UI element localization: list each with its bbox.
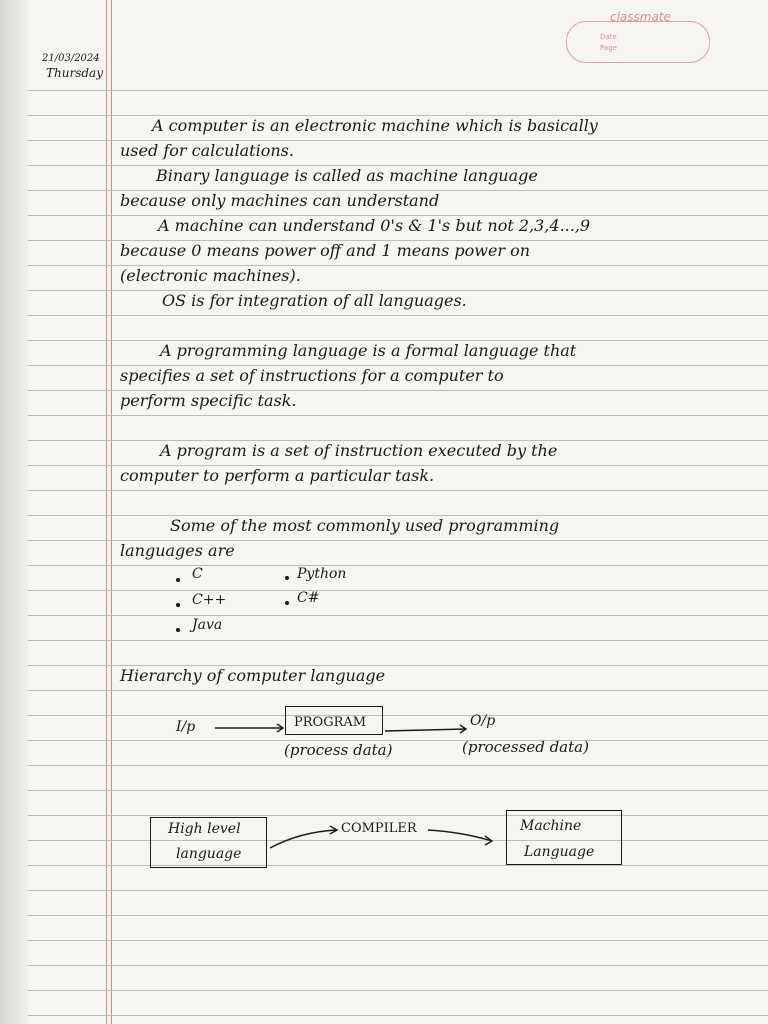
- page-label: Page: [600, 44, 617, 52]
- text-line-1: A computer is an electronic machine which is basically: [152, 116, 598, 135]
- text-line-11: perform specific task.: [120, 391, 297, 410]
- text-line-12: A program is a set of instruction executed by the: [160, 441, 558, 460]
- date-label: Date: [600, 33, 617, 41]
- high-level-label: High level: [168, 821, 241, 837]
- text-line-13: computer to perform a particular task.: [120, 466, 435, 485]
- text-line-3: Binary language is called as machine language: [156, 166, 538, 185]
- output-label: O/p: [470, 713, 496, 729]
- compiler-label: COMPILER: [341, 821, 417, 836]
- program-label: PROGRAM: [294, 715, 367, 730]
- language-item: C#: [297, 590, 320, 606]
- text-line-7: (electronic machines).: [120, 266, 301, 285]
- machine-label-2: Language: [524, 844, 595, 860]
- language-item: C: [192, 566, 203, 582]
- text-line-5: A machine can understand 0's & 1's but not 2,3,4...,9: [158, 216, 591, 235]
- machine-label: Machine: [520, 818, 582, 834]
- text-line-10: specifies a set of instructions for a computer to: [120, 366, 504, 385]
- high-level-label-2: language: [176, 846, 242, 862]
- input-label: I/p: [176, 719, 196, 735]
- text-line-14: Some of the most commonly used programming: [170, 516, 560, 535]
- brand-logo: classmate: [610, 10, 671, 24]
- entry-day: Thursday: [46, 66, 103, 80]
- language-item: C++: [192, 592, 227, 608]
- text-line-15: languages are: [120, 541, 235, 560]
- text-line-4: because only machines can understand: [120, 191, 440, 210]
- arrow-program-to-output: [385, 729, 466, 731]
- language-item: Java: [192, 617, 223, 633]
- entry-date: 21/03/2024: [42, 53, 100, 64]
- text-line-9: A programming language is a formal language that: [160, 341, 577, 360]
- text-line-2: used for calculations.: [120, 141, 294, 160]
- arrow-high-level-to-compiler: [270, 830, 336, 848]
- hierarchy-title: Hierarchy of computer language: [120, 666, 386, 685]
- text-line-6: because 0 means power off and 1 means power on: [120, 241, 531, 260]
- output-note: (processed data): [462, 738, 589, 756]
- program-note: (process data): [284, 741, 393, 759]
- language-item: Python: [297, 566, 347, 582]
- text-line-8: OS is for integration of all languages.: [162, 291, 467, 310]
- arrow-compiler-to-machine: [428, 830, 492, 841]
